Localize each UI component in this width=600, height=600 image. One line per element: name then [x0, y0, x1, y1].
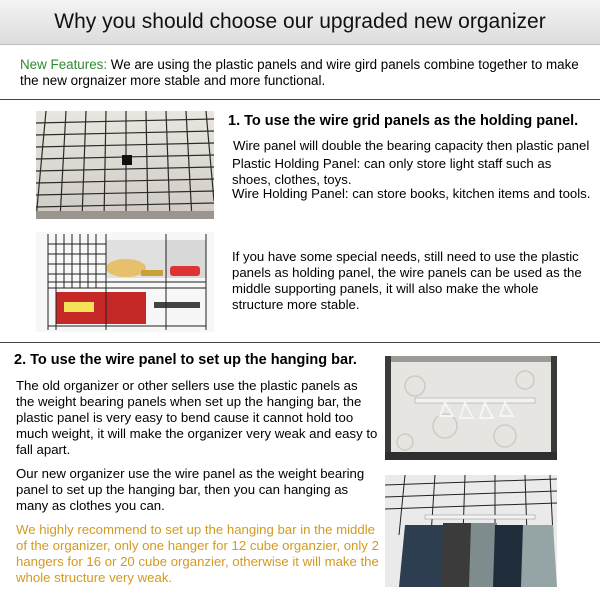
section1-line1: Wire panel will double the bearing capacity then plastic panel [233, 138, 590, 153]
section2-heading: 2. To use the wire panel to set up the hanging bar. [14, 352, 357, 368]
divider-middle [0, 342, 600, 343]
hanging-bar-plastic-photo [385, 356, 557, 460]
new-features-label: New Features: [20, 57, 108, 72]
section2-para2: Our new organizer use the wire panel as the weight bearing panel to set up the hanging bar, then you can hanging as many as clothes you can. [16, 466, 365, 513]
section2-recommendation: We highly recommend to set up the hanging bar in the middle of the organizer, only one hanger for 12 cube organzier, only 2 hangers for 16 or 20 cube organzier, otherwise it will make the whole structure very weak. [16, 522, 379, 585]
section1-para2: If you have some special needs, still need to use the plastic panels as holding panel, the wire panels can be used as the middle supporting panels, it will also make the whole structure more stable. [232, 249, 582, 312]
wire-grid-closeup-photo [36, 111, 214, 219]
intro-body: We are using the plastic panels and wire gird panels combine together to make the new orgnaizer more stable and more functional. [20, 57, 579, 88]
hanging-clothes-wire-photo [385, 475, 557, 587]
section2-para1: The old organizer or other sellers use the plastic panels as the weight bearing panels when set up the hanging bar, the plastic panel is very easy to bend cause it cannot hold too much weight, it will make the organizer very weak and easy to fall apart. [16, 378, 378, 457]
section1-line3: Wire Holding Panel: can store books, kitchen items and tools. [232, 186, 591, 201]
organizer-with-toys-photo [36, 232, 214, 332]
divider-top [0, 99, 600, 100]
intro-text [20, 57, 590, 89]
page-title: Why you should choose our upgraded new organizer [54, 10, 546, 33]
section1-line2: Plastic Holding Panel: can only store light staff such as shoes, clothes, toys. [232, 156, 552, 187]
title-banner [0, 0, 600, 45]
section1-heading: 1. To use the wire grid panels as the holding panel. [228, 113, 579, 129]
